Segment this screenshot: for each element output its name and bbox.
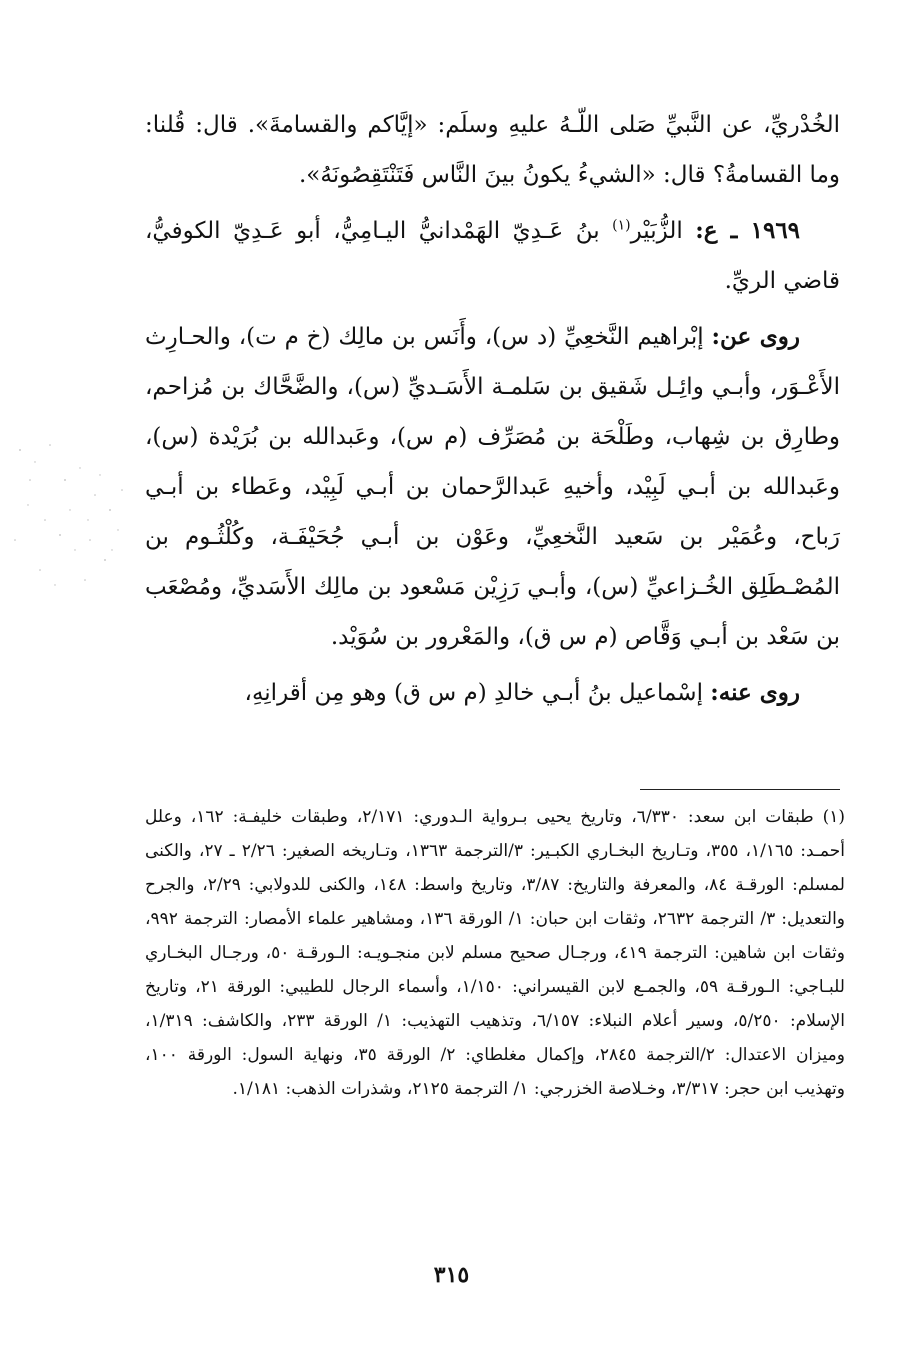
page-number: ٣١٥ [433,1262,470,1288]
biography-entry-header [145,206,840,306]
narrated-by-label: روى عنه: [710,679,800,706]
narrated-from-list: إبْراهيم النَّخعِيِّ (د س)، وأَنَس بن مالِك (خ م ت)، والحـارِث الأَعْـوَر، وأبـي وائِـل شَقيق بن سَلمـة الأَسَـديِّ (س)، والضَّحَّاك بن مُزاحم، وطارِق بن شِهاب، وطَلْحَة بن مُصَرِّف (م س)، وعَبدالله بن بُرَيْدة (س)، وعَبدالله بن أبـي لَبِيْد، وأخيهِ عَبدالرَّحمان بن أبـي لَبِيْد، وعَطاء بن أبـي رَباح، وعُمَيْر بن سَعيد النَّخعِيِّ، وعَوْن بن أبـي جُحَيْفَـة، وكُلْثُـوم بن المُصْـطَلِق الخُـزاعيِّ (س)، وأبـي رَزِيْن مَسْعود بن مالِك الأَسَديِّ، ومُصْعَب بن سَعْد بن أبـي وَقَّاص (م س ق)، والمَعْرور بن سُوَيْد. [145,324,840,650]
footnote-separator [640,789,840,790]
entry-name: الزُّبَيْر [630,218,696,244]
narrated-from-label: روى عن: [711,323,800,350]
footnote-reference: (١) [612,217,631,234]
narrated-by-list: إسْماعيل بنُ أبـي خالدِ (م س ق) وهو مِن أقرانِهِ، [244,680,711,706]
narrated-by-paragraph [145,668,840,718]
narrated-from-paragraph [145,312,840,662]
main-text-body [145,100,840,724]
hadith-text: الخُدْريِّ، عن النَّبيِّ صَلى اللّـهُ عليهِ وسلَم: «إيَّاكم والقسامةَ». قال: قُلنا: وما القسامةُ؟ قال: «الشيءُ يكونُ بينَ النَّاس فَتَنْتَقِصُونَهُ». [145,112,840,188]
entry-number: ١٩٦٩ ـ ع: [695,217,801,244]
entry-description: بنُ عَـدِيّ الهَمْدانيُّ اليـامِيُّ، أبو عَـدِيّ الكوفيُّ، قاضي الريِّ. [145,218,840,294]
hadith-continuation-paragraph [145,100,840,200]
footnotes-section [145,800,845,1106]
footnote-1: (١) طبقات ابن سعد: ٦/٣٣٠، وتاريخ يحيى بـرواية الـدوري: ٢/١٧١، وطبقات خليفـة: ١٦٢، وعلل أحمـد: ١/١٦٥، ٣٥٥، وتـاريخ البخـاري الكبـير: ٣/الترجمة ١٣٦٣، وتـاريخه الصغير: ٢/٢٦ ـ ٢٧، والكنى لمسلم: الورقـة ٨٤، والمعرفة والتاريخ: ٣/٨٧، وتاريخ واسط: ١٤٨، والكنى للدولابي: ٢/٢٩، والجرح والتعديل: ٣/ الترجمة ٢٦٣٢، وثقات ابن حبان: ١/ الورقة ١٣٦، ومشاهير علماء الأمصار: الترجمة ٩٩٢، وثقات ابن شاهين: الترجمة ٤١٩، ورجـال صحيح مسلم لابن منجـويـه: الـورقـة ٥٠، ورجـال البخـاري للبـاجي: الـورقـة ٥٩، والجمـع لابن القيسراني: ١/١٥٠، وأسماء الرجال للطيبي: الورقة ٢١، وتاريخ الإسلام: ٥/٢٥٠، وسير أعلام النبلاء: ٦/١٥٧، وتذهيب التهذيب: ١/ الورقة ٢٣٣، والكاشف: ١/٣١٩، وميزان الاعتدال: ٢/الترجمة ٢٨٤٥، وإكمال مغلطاي: ٢/ الورقة ٣٥، ونهاية السول: الورقة ١٠٠، وتهذيب ابن حجر: ٣/٣١٧، وخـلاصة الخزرجي: ١/ الترجمة ٢١٢٥، وشذرات الذهب: ١/١٨١. [145,807,846,1099]
scan-speckle-noise [0,420,130,610]
